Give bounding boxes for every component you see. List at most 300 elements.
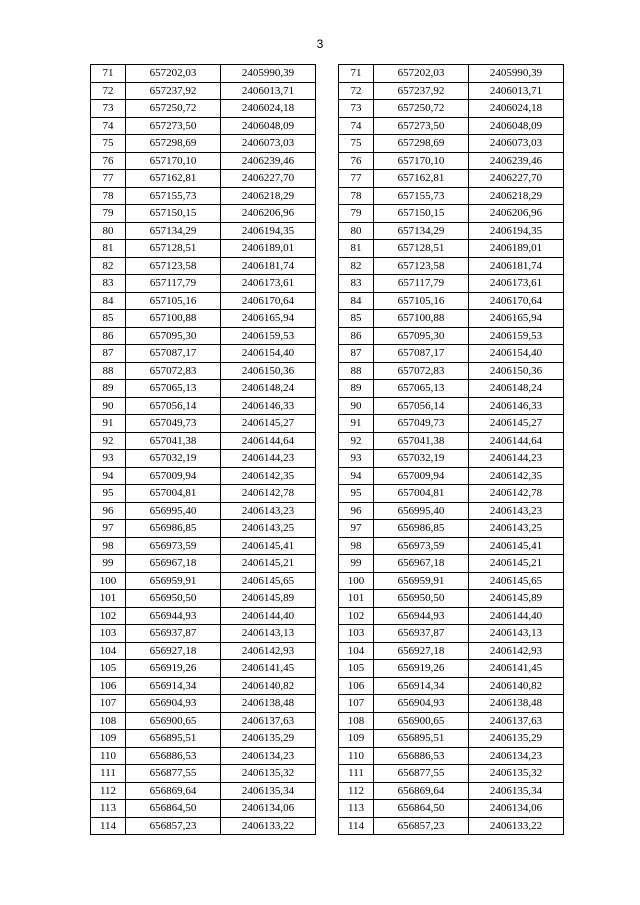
coordinates-table-right (338, 64, 564, 835)
x-coordinate-cell: 657170,10 (126, 152, 221, 170)
table-row (91, 782, 316, 800)
table-row (339, 572, 564, 590)
y-coordinate-cell: 2406142,78 (469, 485, 564, 503)
x-coordinate-cell: 657004,81 (126, 485, 221, 503)
y-coordinate-cell: 2406145,41 (469, 537, 564, 555)
x-coordinate-cell: 656937,87 (126, 625, 221, 643)
y-coordinate-cell: 2406144,23 (469, 450, 564, 468)
table-row (91, 415, 316, 433)
x-coordinate-cell: 657087,17 (126, 345, 221, 363)
point-number-cell: 109 (339, 730, 374, 748)
point-number-cell: 74 (339, 117, 374, 135)
y-coordinate-cell: 2406135,29 (469, 730, 564, 748)
x-coordinate-cell: 657150,15 (374, 205, 469, 223)
table-row (91, 800, 316, 818)
table-row (339, 292, 564, 310)
y-coordinate-cell: 2406143,13 (221, 625, 316, 643)
table-row (339, 170, 564, 188)
y-coordinate-cell: 2406194,35 (469, 222, 564, 240)
point-number-cell: 81 (339, 240, 374, 258)
y-coordinate-cell: 2406135,32 (469, 765, 564, 783)
y-coordinate-cell: 2406134,23 (221, 747, 316, 765)
table-row (91, 345, 316, 363)
y-coordinate-cell: 2406145,27 (469, 415, 564, 433)
y-coordinate-cell: 2406206,96 (469, 205, 564, 223)
x-coordinate-cell: 656857,23 (126, 817, 221, 835)
y-coordinate-cell: 2406135,32 (221, 765, 316, 783)
point-number-cell: 85 (339, 310, 374, 328)
y-coordinate-cell: 2406141,45 (469, 660, 564, 678)
y-coordinate-cell: 2406227,70 (221, 170, 316, 188)
point-number-cell: 74 (91, 117, 126, 135)
y-coordinate-cell: 2406165,94 (469, 310, 564, 328)
table-row (339, 432, 564, 450)
y-coordinate-cell: 2406227,70 (469, 170, 564, 188)
y-coordinate-cell: 2406013,71 (221, 82, 316, 100)
y-coordinate-cell: 2406148,24 (221, 380, 316, 398)
y-coordinate-cell: 2406143,25 (221, 520, 316, 538)
x-coordinate-cell: 657065,13 (374, 380, 469, 398)
x-coordinate-cell: 656877,55 (374, 765, 469, 783)
y-coordinate-cell: 2406073,03 (469, 135, 564, 153)
x-coordinate-cell: 656869,64 (374, 782, 469, 800)
point-number-cell: 76 (339, 152, 374, 170)
point-number-cell: 77 (339, 170, 374, 188)
y-coordinate-cell: 2406142,78 (221, 485, 316, 503)
table-row (91, 292, 316, 310)
point-number-cell: 108 (91, 712, 126, 730)
x-coordinate-cell: 657298,69 (126, 135, 221, 153)
table-row (339, 520, 564, 538)
point-number-cell: 97 (339, 520, 374, 538)
x-coordinate-cell: 657056,14 (126, 397, 221, 415)
y-coordinate-cell: 2406150,36 (469, 362, 564, 380)
point-number-cell: 90 (91, 397, 126, 415)
point-number-cell: 106 (339, 677, 374, 695)
table-row (91, 695, 316, 713)
table-row (339, 222, 564, 240)
point-number-cell: 79 (339, 205, 374, 223)
table-row (91, 240, 316, 258)
y-coordinate-cell: 2406142,35 (469, 467, 564, 485)
x-coordinate-cell: 656877,55 (126, 765, 221, 783)
x-coordinate-cell: 656967,18 (126, 555, 221, 573)
table-row (339, 397, 564, 415)
y-coordinate-cell: 2406143,13 (469, 625, 564, 643)
y-coordinate-cell: 2406194,35 (221, 222, 316, 240)
table-row (91, 187, 316, 205)
table-row (91, 397, 316, 415)
table-row (339, 730, 564, 748)
x-coordinate-cell: 657123,58 (374, 257, 469, 275)
table-row (339, 327, 564, 345)
x-coordinate-cell: 657004,81 (374, 485, 469, 503)
point-number-cell: 96 (91, 502, 126, 520)
x-coordinate-cell: 656919,26 (374, 660, 469, 678)
x-coordinate-cell: 657032,19 (374, 450, 469, 468)
y-coordinate-cell: 2406173,61 (469, 275, 564, 293)
table-row (339, 590, 564, 608)
x-coordinate-cell: 657009,94 (374, 467, 469, 485)
point-number-cell: 94 (91, 467, 126, 485)
y-coordinate-cell: 2406142,35 (221, 467, 316, 485)
y-coordinate-cell: 2406144,64 (221, 432, 316, 450)
point-number-cell: 72 (91, 82, 126, 100)
table-row (339, 205, 564, 223)
y-coordinate-cell: 2406137,63 (469, 712, 564, 730)
table-row (91, 765, 316, 783)
y-coordinate-cell: 2406048,09 (469, 117, 564, 135)
y-coordinate-cell: 2406145,21 (469, 555, 564, 573)
table-body (339, 65, 564, 835)
x-coordinate-cell: 657117,79 (126, 275, 221, 293)
table-row (91, 117, 316, 135)
y-coordinate-cell: 2406145,89 (221, 590, 316, 608)
point-number-cell: 82 (339, 257, 374, 275)
point-number-cell: 75 (339, 135, 374, 153)
y-coordinate-cell: 2406142,93 (221, 642, 316, 660)
table-row (339, 695, 564, 713)
point-number-cell: 107 (91, 695, 126, 713)
y-coordinate-cell: 2406146,33 (221, 397, 316, 415)
y-coordinate-cell: 2406189,01 (221, 240, 316, 258)
y-coordinate-cell: 2405990,39 (221, 65, 316, 83)
x-coordinate-cell: 657155,73 (374, 187, 469, 205)
x-coordinate-cell: 656914,34 (374, 677, 469, 695)
y-coordinate-cell: 2406138,48 (221, 695, 316, 713)
coordinates-table-left (90, 64, 316, 835)
y-coordinate-cell: 2406135,34 (221, 782, 316, 800)
y-coordinate-cell: 2406133,22 (221, 817, 316, 835)
y-coordinate-cell: 2406141,45 (221, 660, 316, 678)
table-row (339, 275, 564, 293)
x-coordinate-cell: 657100,88 (374, 310, 469, 328)
y-coordinate-cell: 2406140,82 (221, 677, 316, 695)
point-number-cell: 92 (91, 432, 126, 450)
table-row (339, 677, 564, 695)
point-number-cell: 114 (91, 817, 126, 835)
x-coordinate-cell: 656973,59 (126, 537, 221, 555)
x-coordinate-cell: 656857,23 (374, 817, 469, 835)
point-number-cell: 83 (91, 275, 126, 293)
x-coordinate-cell: 657009,94 (126, 467, 221, 485)
point-number-cell: 73 (91, 100, 126, 118)
table-row (91, 82, 316, 100)
x-coordinate-cell: 656886,53 (374, 747, 469, 765)
point-number-cell: 99 (91, 555, 126, 573)
x-coordinate-cell: 657087,17 (374, 345, 469, 363)
table-row (91, 817, 316, 835)
y-coordinate-cell: 2406134,06 (469, 800, 564, 818)
x-coordinate-cell: 656869,64 (126, 782, 221, 800)
y-coordinate-cell: 2406133,22 (469, 817, 564, 835)
y-coordinate-cell: 2406143,23 (221, 502, 316, 520)
x-coordinate-cell: 657162,81 (374, 170, 469, 188)
point-number-cell: 100 (339, 572, 374, 590)
point-number-cell: 86 (339, 327, 374, 345)
y-coordinate-cell: 2406024,18 (221, 100, 316, 118)
table-row (339, 800, 564, 818)
table-row (91, 135, 316, 153)
point-number-cell: 109 (91, 730, 126, 748)
table-row (339, 380, 564, 398)
y-coordinate-cell: 2406170,64 (469, 292, 564, 310)
table-row (339, 817, 564, 835)
table-row (339, 765, 564, 783)
x-coordinate-cell: 656937,87 (374, 625, 469, 643)
x-coordinate-cell: 657134,29 (374, 222, 469, 240)
y-coordinate-cell: 2406048,09 (221, 117, 316, 135)
table-row (91, 380, 316, 398)
table-row (339, 660, 564, 678)
x-coordinate-cell: 657237,92 (374, 82, 469, 100)
point-number-cell: 84 (339, 292, 374, 310)
x-coordinate-cell: 657202,03 (126, 65, 221, 83)
table-row (91, 467, 316, 485)
table-row (91, 310, 316, 328)
x-coordinate-cell: 656973,59 (374, 537, 469, 555)
point-number-cell: 96 (339, 502, 374, 520)
x-coordinate-cell: 656927,18 (126, 642, 221, 660)
x-coordinate-cell: 657049,73 (126, 415, 221, 433)
table-row (339, 82, 564, 100)
table-row (91, 660, 316, 678)
table-body (91, 65, 316, 835)
point-number-cell: 106 (91, 677, 126, 695)
x-coordinate-cell: 657032,19 (126, 450, 221, 468)
y-coordinate-cell: 2406150,36 (221, 362, 316, 380)
table-row (91, 152, 316, 170)
point-number-cell: 98 (91, 537, 126, 555)
x-coordinate-cell: 657041,38 (374, 432, 469, 450)
point-number-cell: 105 (339, 660, 374, 678)
x-coordinate-cell: 657250,72 (126, 100, 221, 118)
table-row (339, 502, 564, 520)
point-number-cell: 87 (91, 345, 126, 363)
x-coordinate-cell: 657170,10 (374, 152, 469, 170)
x-coordinate-cell: 656919,26 (126, 660, 221, 678)
y-coordinate-cell: 2406024,18 (469, 100, 564, 118)
x-coordinate-cell: 656864,50 (374, 800, 469, 818)
table-row (91, 537, 316, 555)
point-number-cell: 71 (91, 65, 126, 83)
x-coordinate-cell: 657123,58 (126, 257, 221, 275)
table-row (339, 152, 564, 170)
x-coordinate-cell: 657237,92 (126, 82, 221, 100)
point-number-cell: 111 (339, 765, 374, 783)
x-coordinate-cell: 656995,40 (374, 502, 469, 520)
x-coordinate-cell: 656914,34 (126, 677, 221, 695)
point-number-cell: 107 (339, 695, 374, 713)
point-number-cell: 95 (339, 485, 374, 503)
table-row (91, 590, 316, 608)
point-number-cell: 104 (91, 642, 126, 660)
table-row (339, 747, 564, 765)
point-number-cell: 83 (339, 275, 374, 293)
x-coordinate-cell: 656995,40 (126, 502, 221, 520)
point-number-cell: 103 (91, 625, 126, 643)
y-coordinate-cell: 2406154,40 (469, 345, 564, 363)
y-coordinate-cell: 2406145,65 (469, 572, 564, 590)
y-coordinate-cell: 2406144,40 (469, 607, 564, 625)
x-coordinate-cell: 657072,83 (374, 362, 469, 380)
x-coordinate-cell: 657095,30 (126, 327, 221, 345)
table-row (91, 450, 316, 468)
table-row (91, 485, 316, 503)
point-number-cell: 93 (339, 450, 374, 468)
point-number-cell: 112 (91, 782, 126, 800)
x-coordinate-cell: 657273,50 (126, 117, 221, 135)
y-coordinate-cell: 2406159,53 (221, 327, 316, 345)
y-coordinate-cell: 2406218,29 (469, 187, 564, 205)
point-number-cell: 91 (91, 415, 126, 433)
table-row (339, 135, 564, 153)
x-coordinate-cell: 657105,16 (374, 292, 469, 310)
x-coordinate-cell: 656950,50 (374, 590, 469, 608)
table-row (91, 222, 316, 240)
x-coordinate-cell: 657250,72 (374, 100, 469, 118)
table-row (91, 170, 316, 188)
table-row (91, 747, 316, 765)
point-number-cell: 113 (339, 800, 374, 818)
point-number-cell: 88 (339, 362, 374, 380)
x-coordinate-cell: 656900,65 (126, 712, 221, 730)
point-number-cell: 110 (91, 747, 126, 765)
y-coordinate-cell: 2406148,24 (469, 380, 564, 398)
table-row (91, 502, 316, 520)
x-coordinate-cell: 656900,65 (374, 712, 469, 730)
y-coordinate-cell: 2406239,46 (469, 152, 564, 170)
table-row (91, 327, 316, 345)
y-coordinate-cell: 2406134,23 (469, 747, 564, 765)
x-coordinate-cell: 656944,93 (126, 607, 221, 625)
point-number-cell: 111 (91, 765, 126, 783)
y-coordinate-cell: 2406143,23 (469, 502, 564, 520)
y-coordinate-cell: 2406134,06 (221, 800, 316, 818)
table-row (339, 345, 564, 363)
point-number-cell: 81 (91, 240, 126, 258)
point-number-cell: 77 (91, 170, 126, 188)
y-coordinate-cell: 2406145,89 (469, 590, 564, 608)
point-number-cell: 90 (339, 397, 374, 415)
table-row (91, 555, 316, 573)
y-coordinate-cell: 2406144,23 (221, 450, 316, 468)
y-coordinate-cell: 2406181,74 (221, 257, 316, 275)
point-number-cell: 76 (91, 152, 126, 170)
x-coordinate-cell: 656895,51 (374, 730, 469, 748)
x-coordinate-cell: 657134,29 (126, 222, 221, 240)
table-row (339, 415, 564, 433)
table-row (339, 117, 564, 135)
table-row (91, 712, 316, 730)
point-number-cell: 101 (91, 590, 126, 608)
table-row (339, 257, 564, 275)
point-number-cell: 80 (339, 222, 374, 240)
point-number-cell: 113 (91, 800, 126, 818)
point-number-cell: 84 (91, 292, 126, 310)
table-row (339, 362, 564, 380)
point-number-cell: 73 (339, 100, 374, 118)
point-number-cell: 103 (339, 625, 374, 643)
x-coordinate-cell: 657117,79 (374, 275, 469, 293)
table-row (91, 432, 316, 450)
y-coordinate-cell: 2405990,39 (469, 65, 564, 83)
point-number-cell: 110 (339, 747, 374, 765)
y-coordinate-cell: 2406142,93 (469, 642, 564, 660)
point-number-cell: 99 (339, 555, 374, 573)
x-coordinate-cell: 657049,73 (374, 415, 469, 433)
x-coordinate-cell: 657128,51 (126, 240, 221, 258)
x-coordinate-cell: 657095,30 (374, 327, 469, 345)
x-coordinate-cell: 657273,50 (374, 117, 469, 135)
point-number-cell: 102 (91, 607, 126, 625)
y-coordinate-cell: 2406144,40 (221, 607, 316, 625)
x-coordinate-cell: 657105,16 (126, 292, 221, 310)
point-number-cell: 102 (339, 607, 374, 625)
y-coordinate-cell: 2406143,25 (469, 520, 564, 538)
point-number-cell: 89 (339, 380, 374, 398)
point-number-cell: 98 (339, 537, 374, 555)
x-coordinate-cell: 656950,50 (126, 590, 221, 608)
table-row (339, 607, 564, 625)
table-row (91, 572, 316, 590)
x-coordinate-cell: 657100,88 (126, 310, 221, 328)
table-row (339, 485, 564, 503)
table-row (91, 642, 316, 660)
y-coordinate-cell: 2406159,53 (469, 327, 564, 345)
x-coordinate-cell: 656886,53 (126, 747, 221, 765)
table-row (339, 712, 564, 730)
y-coordinate-cell: 2406181,74 (469, 257, 564, 275)
y-coordinate-cell: 2406135,29 (221, 730, 316, 748)
point-number-cell: 78 (339, 187, 374, 205)
y-coordinate-cell: 2406145,27 (221, 415, 316, 433)
y-coordinate-cell: 2406154,40 (221, 345, 316, 363)
point-number-cell: 89 (91, 380, 126, 398)
point-number-cell: 75 (91, 135, 126, 153)
y-coordinate-cell: 2406189,01 (469, 240, 564, 258)
y-coordinate-cell: 2406140,82 (469, 677, 564, 695)
point-number-cell: 100 (91, 572, 126, 590)
table-row (91, 607, 316, 625)
point-number-cell: 72 (339, 82, 374, 100)
x-coordinate-cell: 656986,85 (126, 520, 221, 538)
point-number-cell: 95 (91, 485, 126, 503)
table-row (339, 537, 564, 555)
x-coordinate-cell: 656895,51 (126, 730, 221, 748)
point-number-cell: 114 (339, 817, 374, 835)
x-coordinate-cell: 657056,14 (374, 397, 469, 415)
point-number-cell: 78 (91, 187, 126, 205)
table-row (339, 100, 564, 118)
x-coordinate-cell: 656927,18 (374, 642, 469, 660)
y-coordinate-cell: 2406145,41 (221, 537, 316, 555)
x-coordinate-cell: 657298,69 (374, 135, 469, 153)
table-row (339, 65, 564, 83)
x-coordinate-cell: 656944,93 (374, 607, 469, 625)
table-row (91, 625, 316, 643)
point-number-cell: 104 (339, 642, 374, 660)
table-row (339, 240, 564, 258)
table-row (339, 555, 564, 573)
x-coordinate-cell: 657128,51 (374, 240, 469, 258)
x-coordinate-cell: 656864,50 (126, 800, 221, 818)
y-coordinate-cell: 2406170,64 (221, 292, 316, 310)
point-number-cell: 79 (91, 205, 126, 223)
table-row (339, 187, 564, 205)
x-coordinate-cell: 657155,73 (126, 187, 221, 205)
y-coordinate-cell: 2406239,46 (221, 152, 316, 170)
